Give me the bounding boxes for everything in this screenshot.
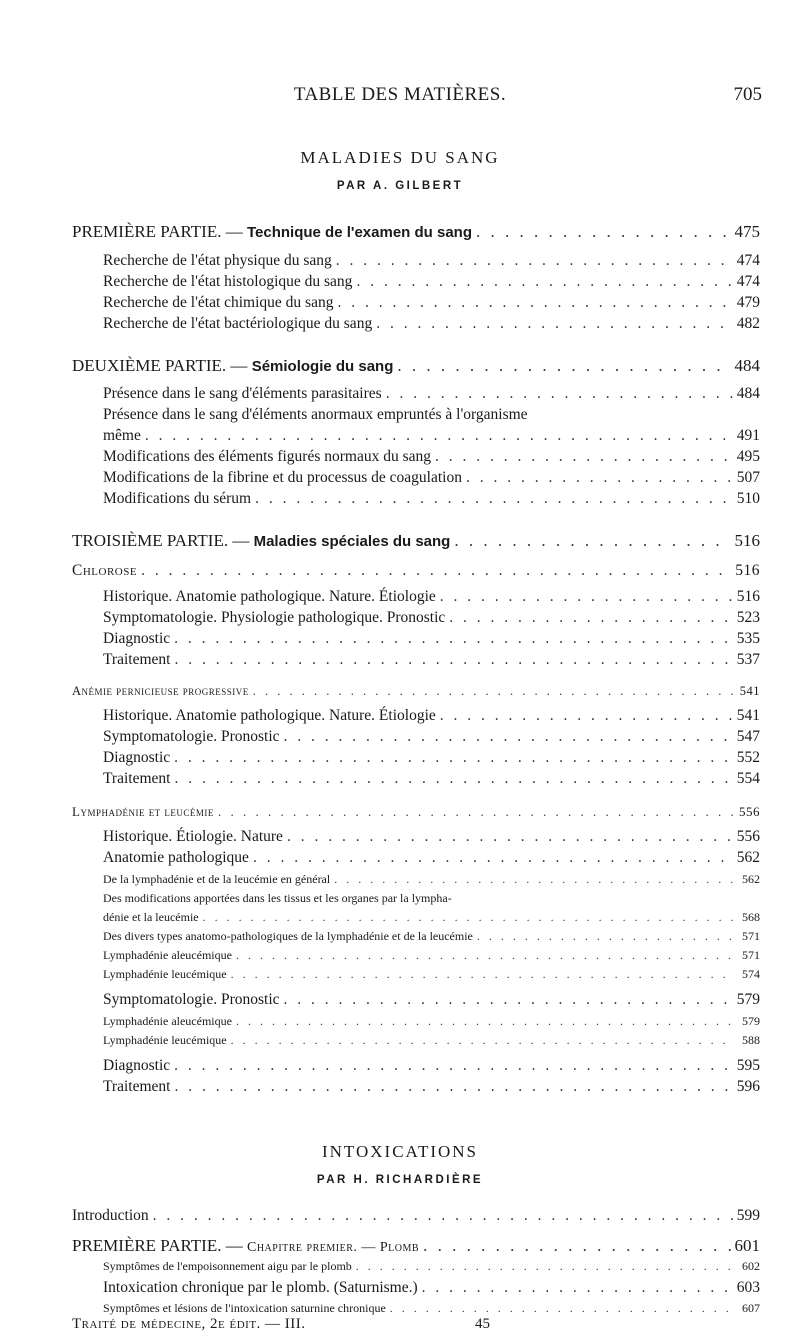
toc-page: 556: [736, 828, 760, 845]
section-title-maladies: MALADIES DU SANG: [300, 148, 500, 167]
toc-label: Traitement: [103, 770, 171, 787]
toc-page: 568: [742, 910, 760, 924]
leader-dots: [174, 1057, 733, 1075]
toc-page: 507: [736, 469, 760, 486]
leader-dots: [174, 749, 733, 767]
toc-label: Introduction: [72, 1207, 149, 1224]
toc-entry[interactable]: [103, 630, 760, 648]
leader-dots: [145, 427, 733, 445]
leader-dots: [476, 222, 731, 242]
leader-dots: [390, 1301, 734, 1316]
toc-page: 579: [742, 1014, 760, 1028]
section-title-intoxications: INTOXICATIONS: [321, 1142, 478, 1161]
toc-label: Traitement: [103, 1078, 171, 1095]
leader-dots: [440, 707, 733, 725]
toc-page: 479: [736, 294, 760, 311]
toc-page: 554: [736, 770, 760, 787]
toc-page: 562: [742, 872, 760, 886]
toc-entry[interactable]: [103, 448, 760, 466]
toc-page: 541: [736, 707, 760, 724]
toc-page: 603: [736, 1279, 760, 1296]
leader-dots: [231, 967, 734, 982]
toc-page: 601: [734, 1236, 760, 1255]
toc-page: 475: [734, 222, 760, 241]
toc-label: Symptômes et lésions de l'intoxication saturnine chronique: [103, 1301, 386, 1315]
leader-dots: [287, 828, 733, 846]
toc-label-line1: Des modifications apportées dans les tissus et les organes par la lympha-: [103, 891, 452, 905]
toc-page: 537: [736, 651, 760, 668]
leader-dots: [376, 315, 733, 333]
toc-label: Modifications de la fibrine et du processus de coagulation: [103, 469, 462, 486]
leader-dots: [356, 1259, 734, 1274]
leader-dots: [141, 562, 731, 580]
toc-label: Recherche de l'état chimique du sang: [103, 294, 334, 311]
leader-dots: [174, 630, 733, 648]
toc-page: 484: [734, 356, 760, 375]
toc-subentry[interactable]: [103, 1014, 760, 1029]
leader-dots: [218, 804, 734, 820]
toc-entry[interactable]: [103, 252, 760, 270]
toc-entry[interactable]: [103, 770, 760, 788]
toc-subentry[interactable]: [103, 948, 760, 963]
leader-dots: [153, 1207, 733, 1225]
toc-entry[interactable]: [103, 849, 760, 867]
toc-label: Historique. Anatomie pathologique. Nature. Étiologie: [103, 707, 436, 724]
toc-entry[interactable]: [103, 728, 760, 746]
toc-entry[interactable]: [103, 828, 760, 846]
toc-chapter-anemie[interactable]: [72, 684, 760, 699]
toc-subentry[interactable]: [103, 872, 760, 887]
toc-subentry[interactable]: [103, 1301, 760, 1316]
toc-entry[interactable]: [103, 588, 760, 606]
toc-entry[interactable]: [103, 490, 760, 508]
toc-label: Lymphadénie aleucémique: [103, 1014, 232, 1028]
author-gilbert: PAR A. GILBERT: [336, 180, 464, 192]
leader-dots: [386, 385, 733, 403]
toc-entry[interactable]: [103, 991, 760, 1009]
footer-signature: Traité de médecine, 2e édit. — III.: [72, 1316, 306, 1332]
leader-dots: [466, 469, 733, 487]
page-footer: [72, 1316, 760, 1336]
leader-dots: [255, 490, 733, 508]
leader-dots: [423, 1236, 730, 1256]
leader-dots: [284, 728, 733, 746]
toc-page: 523: [736, 609, 760, 626]
leader-dots: [422, 1279, 733, 1297]
toc-page: 535: [736, 630, 760, 647]
part-name: Technique de l'examen du sang: [246, 224, 472, 241]
leader-dots: [440, 588, 733, 606]
toc-entry[interactable]: [103, 294, 760, 312]
toc-page: 541: [739, 684, 760, 698]
part-prefix: PREMIÈRE PARTIE. —: [72, 1236, 247, 1255]
toc-page: 474: [736, 273, 760, 290]
toc-label: Traitement: [103, 651, 171, 668]
toc-label: Modifications du sérum: [103, 490, 252, 507]
toc-entry[interactable]: [103, 1057, 760, 1075]
toc-page: 547: [736, 728, 760, 745]
toc-entry[interactable]: [103, 273, 760, 291]
toc-page: 562: [736, 849, 760, 866]
toc-entry[interactable]: [103, 651, 760, 669]
toc-subentry[interactable]: [103, 929, 760, 944]
toc-entry[interactable]: [103, 427, 760, 445]
toc-page: 495: [736, 448, 760, 465]
toc-label: De la lymphadénie et de la leucémie en général: [103, 872, 331, 886]
leader-dots: [454, 531, 730, 551]
toc-label: Symptomatologie. Pronostic: [103, 728, 280, 745]
toc-label: Chlorose: [72, 562, 138, 579]
toc-entry-introduction[interactable]: [72, 1207, 760, 1225]
part-name: Maladies spéciales du sang: [253, 533, 451, 550]
toc-label: Lymphadénie leucémique: [103, 1033, 227, 1047]
toc-page: 574: [742, 967, 760, 981]
toc-subentry[interactable]: [103, 967, 760, 982]
toc-label: Diagnostic: [103, 749, 171, 766]
toc-page: 491: [736, 427, 760, 444]
chapter-name: Chapitre premier. — Plomb: [246, 1240, 420, 1255]
toc-page: 510: [736, 490, 760, 507]
leader-dots: [174, 770, 732, 788]
part-prefix: DEUXIÈME PARTIE. —: [72, 356, 252, 375]
toc-page: 571: [742, 929, 760, 943]
toc-page: 571: [742, 948, 760, 962]
toc-label: même: [103, 427, 141, 444]
toc-label: Modifications des éléments figurés normaux du sang: [103, 448, 432, 465]
footer-signature-number: 45: [475, 1316, 490, 1332]
leader-dots: [449, 609, 732, 627]
toc-chapter-chlorose[interactable]: [72, 562, 760, 580]
page-header: [0, 84, 800, 108]
toc-label: Recherche de l'état physique du sang: [103, 252, 332, 269]
leader-dots: [334, 872, 734, 887]
toc-entry[interactable]: [103, 1279, 760, 1297]
toc-label-line1: Présence dans le sang d'éléments anormaux empruntés à l'organisme: [103, 406, 528, 423]
toc-part-1[interactable]: [72, 222, 760, 242]
toc-entry[interactable]: [103, 469, 760, 487]
leader-dots: [174, 651, 732, 669]
toc-page: 588: [742, 1033, 760, 1047]
leader-dots: [284, 991, 733, 1009]
toc-label: Lymphadénie leucémique: [103, 967, 227, 981]
toc-label: Anatomie pathologique: [103, 849, 249, 866]
toc-label: Intoxication chronique par le plomb. (Saturnisme.): [103, 1279, 418, 1296]
toc-page: 607: [742, 1301, 760, 1315]
part-prefix: TROISIÈME PARTIE. —: [72, 531, 254, 550]
page-number: 705: [733, 84, 762, 105]
toc-page: 596: [736, 1078, 760, 1095]
toc-entry[interactable]: [103, 1078, 760, 1096]
toc-subentry[interactable]: [103, 910, 760, 925]
toc-part-intox-1[interactable]: [72, 1236, 760, 1256]
toc-entry[interactable]: [103, 707, 760, 725]
leader-dots: [477, 929, 734, 944]
toc-page: 552: [736, 749, 760, 766]
leader-dots: [236, 1014, 734, 1029]
toc-entry[interactable]: [103, 749, 760, 767]
leader-dots: [356, 273, 732, 291]
toc-label: Présence dans le sang d'éléments parasitaires: [103, 385, 382, 402]
toc-entry[interactable]: [103, 609, 760, 627]
toc-page: 516: [735, 562, 760, 579]
toc-label: Lymphadénie et leucémie: [72, 804, 214, 819]
toc-label: Diagnostic: [103, 1057, 171, 1074]
part-name: Sémiologie du sang: [251, 358, 394, 375]
toc-label: Historique. Étiologie. Nature: [103, 828, 283, 845]
toc-entry[interactable]: [103, 385, 760, 403]
toc-page: 482: [736, 315, 760, 332]
leader-dots: [231, 1033, 734, 1048]
toc-page: 595: [736, 1057, 760, 1074]
toc-label: Symptômes de l'empoisonnement aigu par le plomb: [103, 1259, 352, 1273]
leader-dots: [203, 910, 734, 925]
toc-part-2[interactable]: [72, 356, 760, 376]
part-prefix: PREMIÈRE PARTIE. —: [72, 222, 247, 241]
toc-page: 516: [736, 588, 760, 605]
toc-subentry[interactable]: [103, 1259, 760, 1274]
toc-page: 484: [736, 385, 760, 402]
leader-dots: [397, 356, 730, 376]
leader-dots: [174, 1078, 732, 1096]
toc-label: Diagnostic: [103, 630, 171, 647]
toc-label: Des divers types anatomo-pathologiques de la lymphadénie et de la leucémie: [103, 929, 473, 943]
toc-page: 556: [739, 804, 760, 819]
toc-label: Symptomatologie. Physiologie pathologique. Pronostic: [103, 609, 446, 626]
toc-label: Recherche de l'état histologique du sang: [103, 273, 353, 290]
leader-dots: [253, 684, 734, 699]
toc-chapter-lymphadenie[interactable]: [72, 804, 760, 820]
toc-label: dénie et la leucémie: [103, 910, 199, 924]
author-richardiere: PAR H. RICHARDIÈRE: [316, 1174, 484, 1186]
toc-entry[interactable]: [103, 315, 760, 333]
toc-page: 516: [734, 531, 760, 550]
toc-page: 599: [736, 1207, 760, 1224]
leader-dots: [435, 448, 733, 466]
toc-label: Historique. Anatomie pathologique. Nature. Étiologie: [103, 588, 436, 605]
toc-label: Recherche de l'état bactériologique du sang: [103, 315, 373, 332]
toc-part-3[interactable]: [72, 531, 760, 551]
toc-page: 602: [742, 1259, 760, 1273]
toc-label: Anémie pernicieuse progressive: [72, 684, 249, 698]
leader-dots: [236, 948, 734, 963]
leader-dots: [336, 252, 733, 270]
leader-dots: [253, 849, 733, 867]
toc-page: 579: [736, 991, 760, 1008]
toc-subentry[interactable]: [103, 1033, 760, 1048]
toc-label: Lymphadénie aleucémique: [103, 948, 232, 962]
running-title: TABLE DES MATIÈRES.: [293, 84, 507, 105]
toc-label: Symptomatologie. Pronostic: [103, 991, 280, 1008]
leader-dots: [337, 294, 732, 312]
toc-page: 474: [736, 252, 760, 269]
